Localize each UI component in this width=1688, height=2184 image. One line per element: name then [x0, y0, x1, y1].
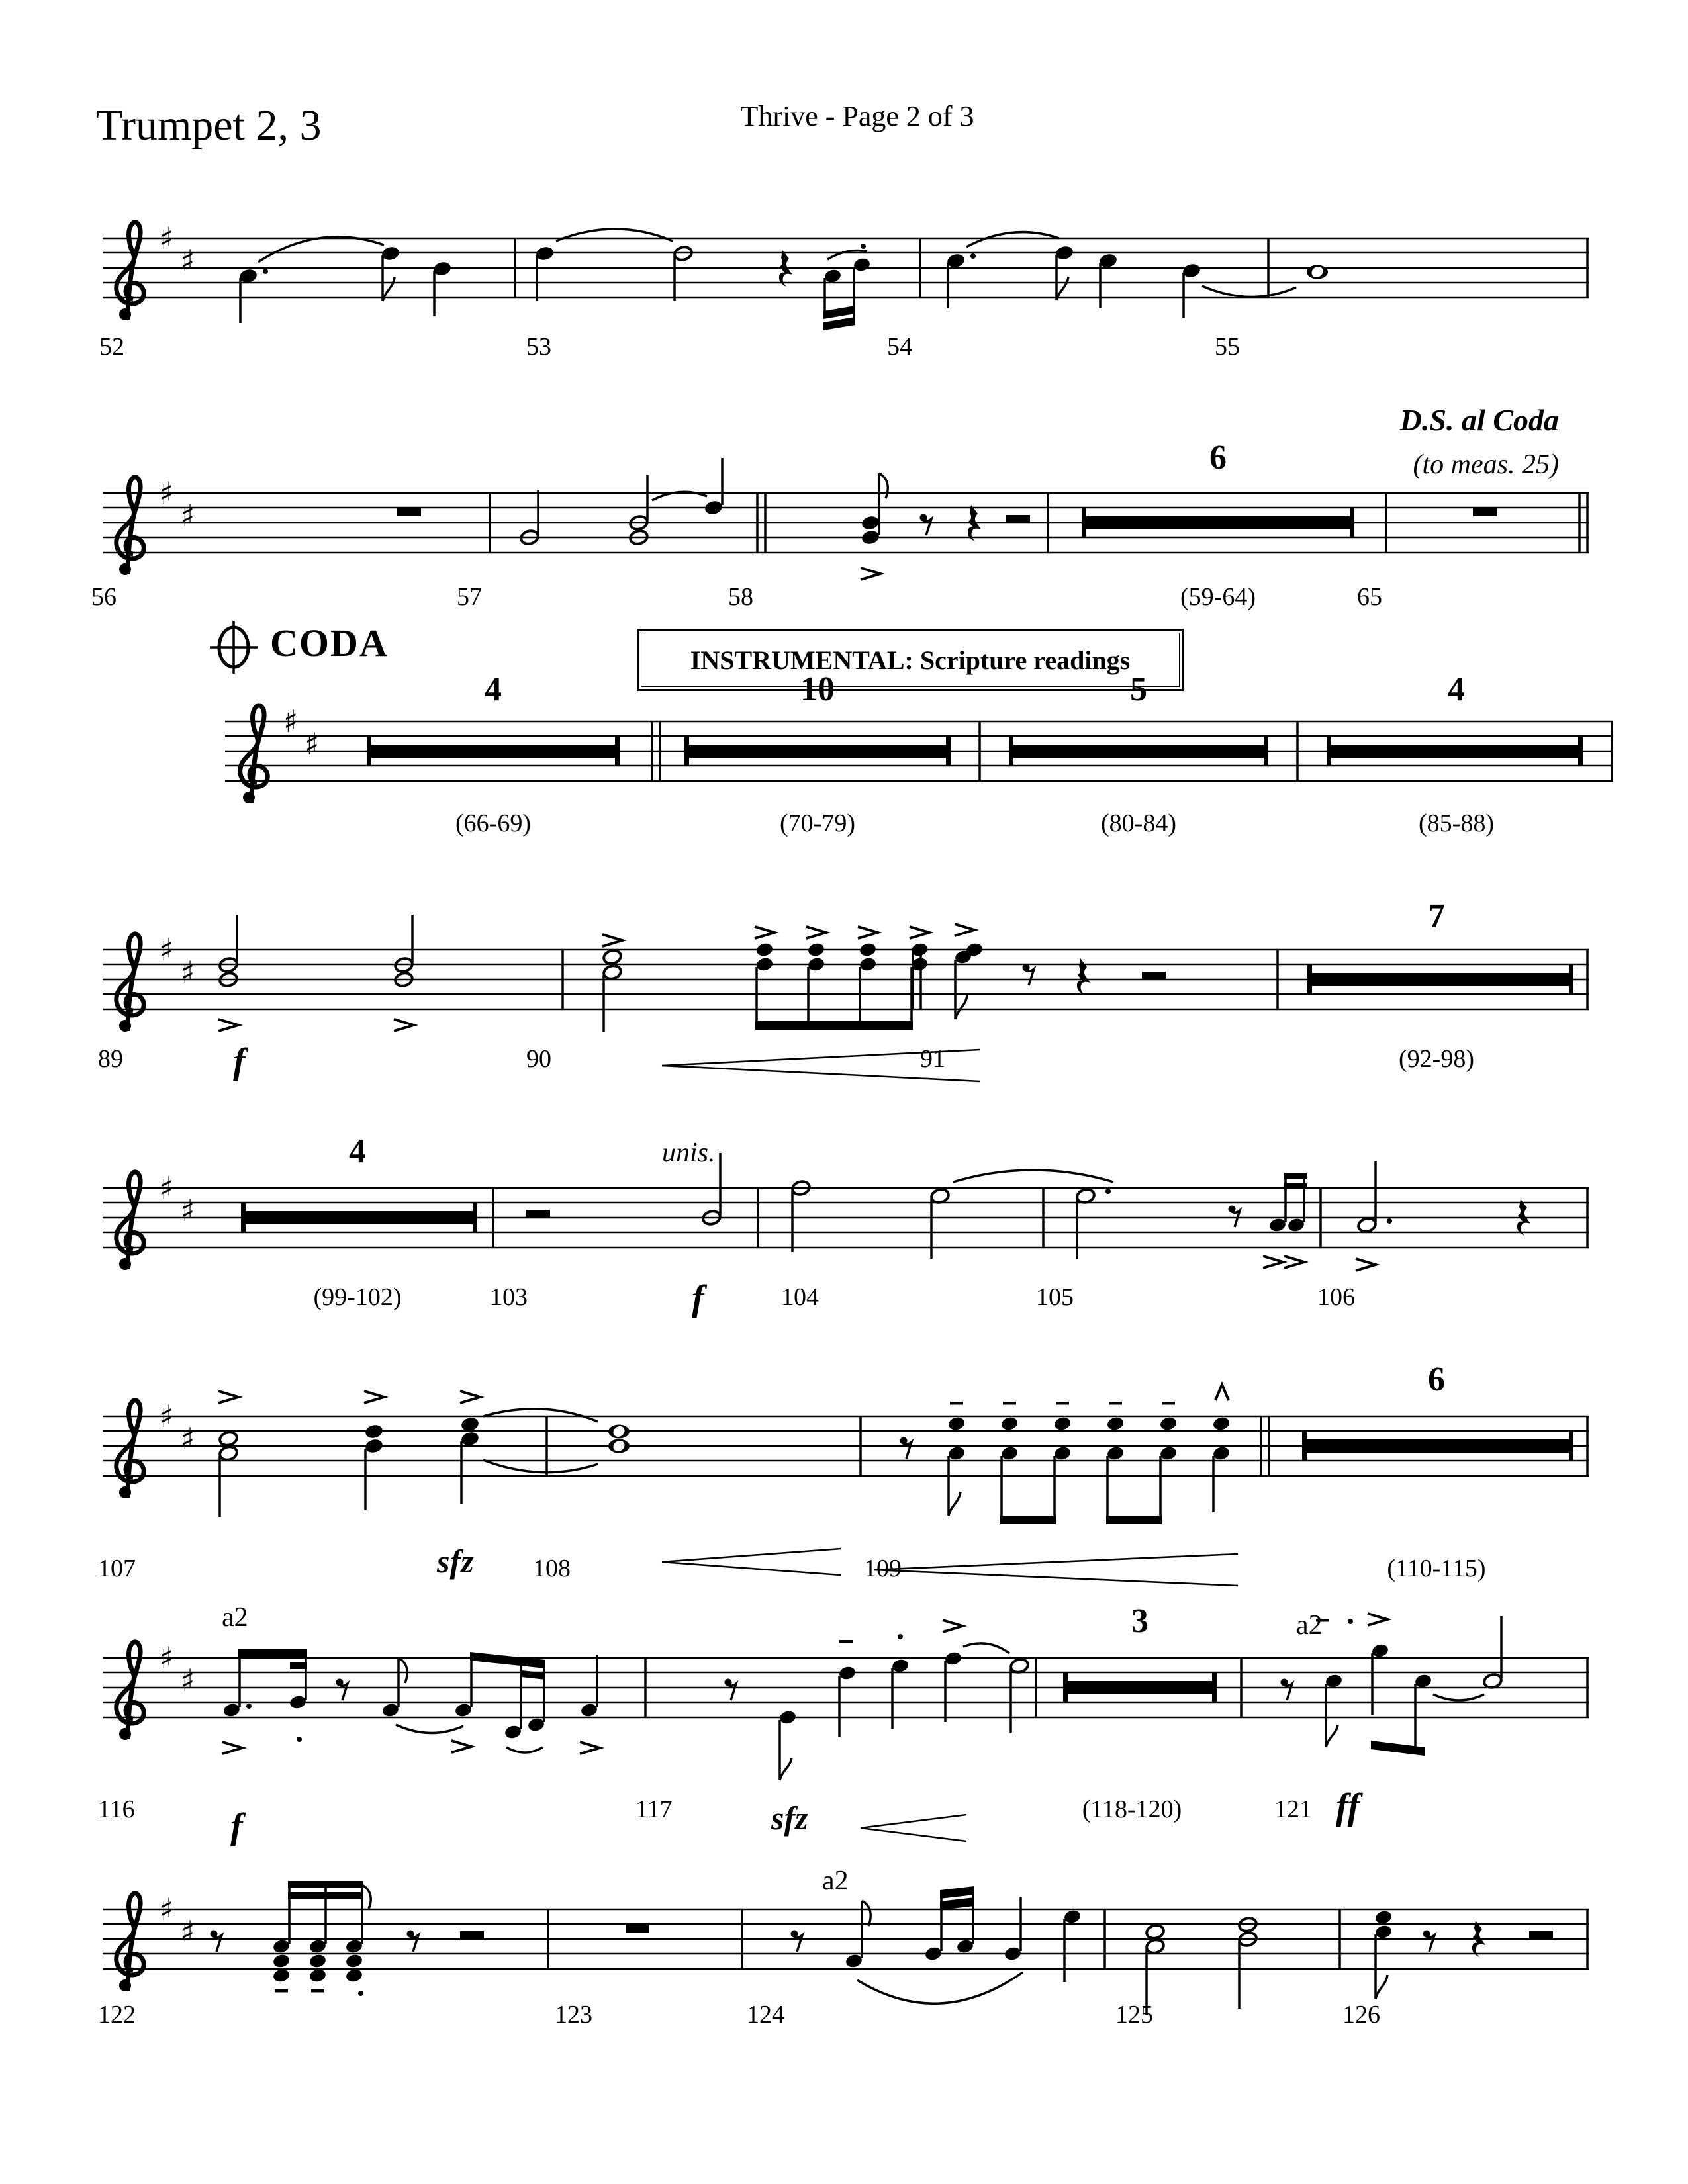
multirest-count: 4	[1448, 670, 1465, 708]
measure-number: 103	[490, 1283, 528, 1311]
measure-number: 121	[1274, 1796, 1312, 1823]
dynamic-sfz: sfz	[437, 1543, 474, 1580]
accented-eighth-chords	[755, 927, 929, 1030]
multirest-count: 7	[1428, 897, 1445, 935]
measure-number: 116	[98, 1796, 135, 1823]
multirest-range: (70-79)	[780, 809, 855, 837]
accent-icon	[222, 1742, 242, 1754]
treble-clef-icon	[117, 1642, 144, 1740]
a2-direction: a2	[822, 1866, 849, 1896]
ds-target-direction: (to meas. 25)	[1413, 449, 1559, 480]
multirest-count: 6	[1428, 1361, 1445, 1398]
eighth-rest-icon	[920, 514, 932, 536]
dynamic-f: f	[692, 1278, 704, 1319]
multirest-count: 10	[800, 670, 835, 708]
measure-number: 122	[98, 2001, 136, 2028]
multirest-range: (118-120)	[1082, 1796, 1182, 1823]
dynamic-ff: ff	[1336, 1786, 1360, 1827]
measure-number: 125	[1115, 2001, 1153, 2028]
accent-icon	[955, 924, 974, 936]
measure-number: 90	[526, 1045, 551, 1073]
sharp-icon: ♯	[159, 1398, 174, 1434]
eighth-rest-icon	[1423, 1931, 1435, 1952]
treble-clef-icon	[117, 222, 144, 320]
measure-number: 124	[747, 2001, 784, 2028]
accent-icon	[861, 568, 880, 580]
staff-system-1	[103, 220, 1589, 330]
multirest-range: (99-102)	[313, 1283, 402, 1311]
multirest-count: 4	[485, 670, 502, 708]
measure-number: 65	[1357, 583, 1382, 611]
treble-clef-icon	[117, 934, 144, 1032]
measure-number: 109	[864, 1555, 902, 1582]
whole-note	[608, 1424, 630, 1439]
multirest-count: 3	[1131, 1602, 1149, 1640]
sharp-icon: ♯	[180, 1662, 195, 1698]
multirest-count: 5	[1130, 670, 1147, 708]
instrumental-text: INSTRUMENTAL: Scripture readings	[690, 645, 1131, 675]
accent-icon	[943, 1620, 962, 1632]
ds-al-coda-direction: D.S. al Coda	[1399, 403, 1559, 437]
page-title: Thrive - Page 2 of 3	[740, 100, 974, 132]
multirest-range: (59-64)	[1180, 583, 1256, 611]
multirest-range: (85-88)	[1419, 809, 1494, 837]
eighth-rest-icon	[1023, 964, 1035, 986]
sharp-icon: ♯	[159, 475, 174, 511]
measure-number: 108	[533, 1555, 571, 1582]
measure-number: 56	[91, 583, 117, 611]
treble-clef-icon	[117, 1893, 144, 1991]
eighth-rest-icon	[1281, 1679, 1293, 1701]
accent-icon	[451, 1741, 471, 1752]
sharp-icon: ♯	[180, 1421, 195, 1457]
treble-clef-icon	[117, 1400, 144, 1498]
multirest-range: (80-84)	[1101, 809, 1176, 837]
accent-icon	[364, 1391, 384, 1403]
measure-number: 126	[1342, 2001, 1380, 2028]
multirest-count: 6	[1209, 439, 1227, 477]
accent-icon	[1263, 1256, 1283, 1268]
measure-number: 105	[1036, 1283, 1074, 1311]
eighth-rest-icon	[211, 1931, 222, 1952]
staff-system-6	[103, 1385, 1589, 1586]
eighth-rest-icon	[791, 1931, 803, 1952]
measure-number: 58	[728, 583, 753, 611]
dynamic-f: f	[233, 1041, 246, 1082]
staff-system-7	[103, 1614, 1589, 1841]
eighth-rest-icon	[1229, 1206, 1241, 1228]
accent-icon	[1356, 1259, 1376, 1271]
sharp-icon: ♯	[180, 498, 195, 533]
sharp-icon: ♯	[180, 954, 195, 990]
measure-number: 54	[887, 333, 912, 361]
eighth-rest-icon	[336, 1679, 348, 1701]
unison-direction: unis.	[662, 1138, 716, 1168]
accent-icon	[602, 934, 622, 946]
treble-clef-icon	[240, 705, 267, 803]
sharp-icon: ♯	[180, 243, 195, 279]
coda-label: CODA	[270, 621, 389, 664]
sharp-icon: ♯	[159, 1640, 174, 1676]
eighth-rest-icon	[725, 1679, 737, 1701]
eighth-rest-icon	[900, 1437, 912, 1459]
multirest-range: (92-98)	[1399, 1045, 1474, 1073]
staff-system-8	[103, 1881, 1589, 2015]
sharp-icon: ♯	[159, 1170, 174, 1206]
a2-direction: a2	[1296, 1610, 1323, 1641]
tenuto-eighth-chords	[947, 1385, 1231, 1524]
treble-clef-icon	[117, 1172, 144, 1270]
sharp-icon: ♯	[159, 932, 174, 968]
measure-number: 91	[920, 1045, 945, 1073]
multirest-count: 4	[349, 1132, 366, 1170]
measure-number: 104	[781, 1283, 819, 1311]
multirest-range: (66-69)	[455, 809, 531, 837]
whole-rest-icon	[626, 1925, 649, 1933]
whole-note	[1307, 265, 1328, 280]
whole-rest-icon	[1473, 508, 1497, 516]
whole-rest-icon	[397, 508, 421, 516]
eighth-rest-icon	[407, 1931, 419, 1952]
staff-system-5	[103, 1153, 1589, 1271]
measure-number: 55	[1215, 333, 1240, 361]
measure-number: 123	[555, 2001, 592, 2028]
measure-number: 89	[98, 1045, 123, 1073]
staff-system-4	[103, 915, 1589, 1081]
coda-symbol-icon	[210, 621, 258, 674]
part-name: Trumpet 2, 3	[96, 101, 322, 150]
whole-note	[608, 1439, 630, 1454]
measure-number: 107	[98, 1555, 136, 1582]
sharp-icon: ♯	[305, 726, 320, 762]
accent-icon	[460, 1391, 480, 1403]
accent-icon	[218, 1019, 238, 1031]
measure-number: 52	[99, 333, 124, 361]
instrumental-direction	[637, 629, 1184, 691]
accent-icon	[580, 1742, 600, 1754]
treble-clef-icon	[117, 477, 144, 575]
dynamic-sfz: sfz	[771, 1799, 808, 1837]
sharp-icon: ♯	[159, 220, 174, 256]
measure-number: 57	[457, 583, 482, 611]
accent-icon	[394, 1019, 414, 1031]
sharp-icon: ♯	[180, 1914, 195, 1950]
accent-icon	[1368, 1614, 1387, 1625]
dynamic-f: f	[230, 1806, 243, 1847]
measure-number: 53	[526, 333, 551, 361]
measure-number: 117	[635, 1796, 673, 1823]
measure-number: 106	[1317, 1283, 1355, 1311]
sharp-icon: ♯	[283, 704, 299, 739]
accent-icon	[218, 1391, 238, 1403]
multirest-range: (110-115)	[1387, 1555, 1486, 1582]
sharp-icon: ♯	[159, 1891, 174, 1927]
sharp-icon: ♯	[180, 1193, 195, 1228]
a2-direction: a2	[222, 1602, 248, 1633]
